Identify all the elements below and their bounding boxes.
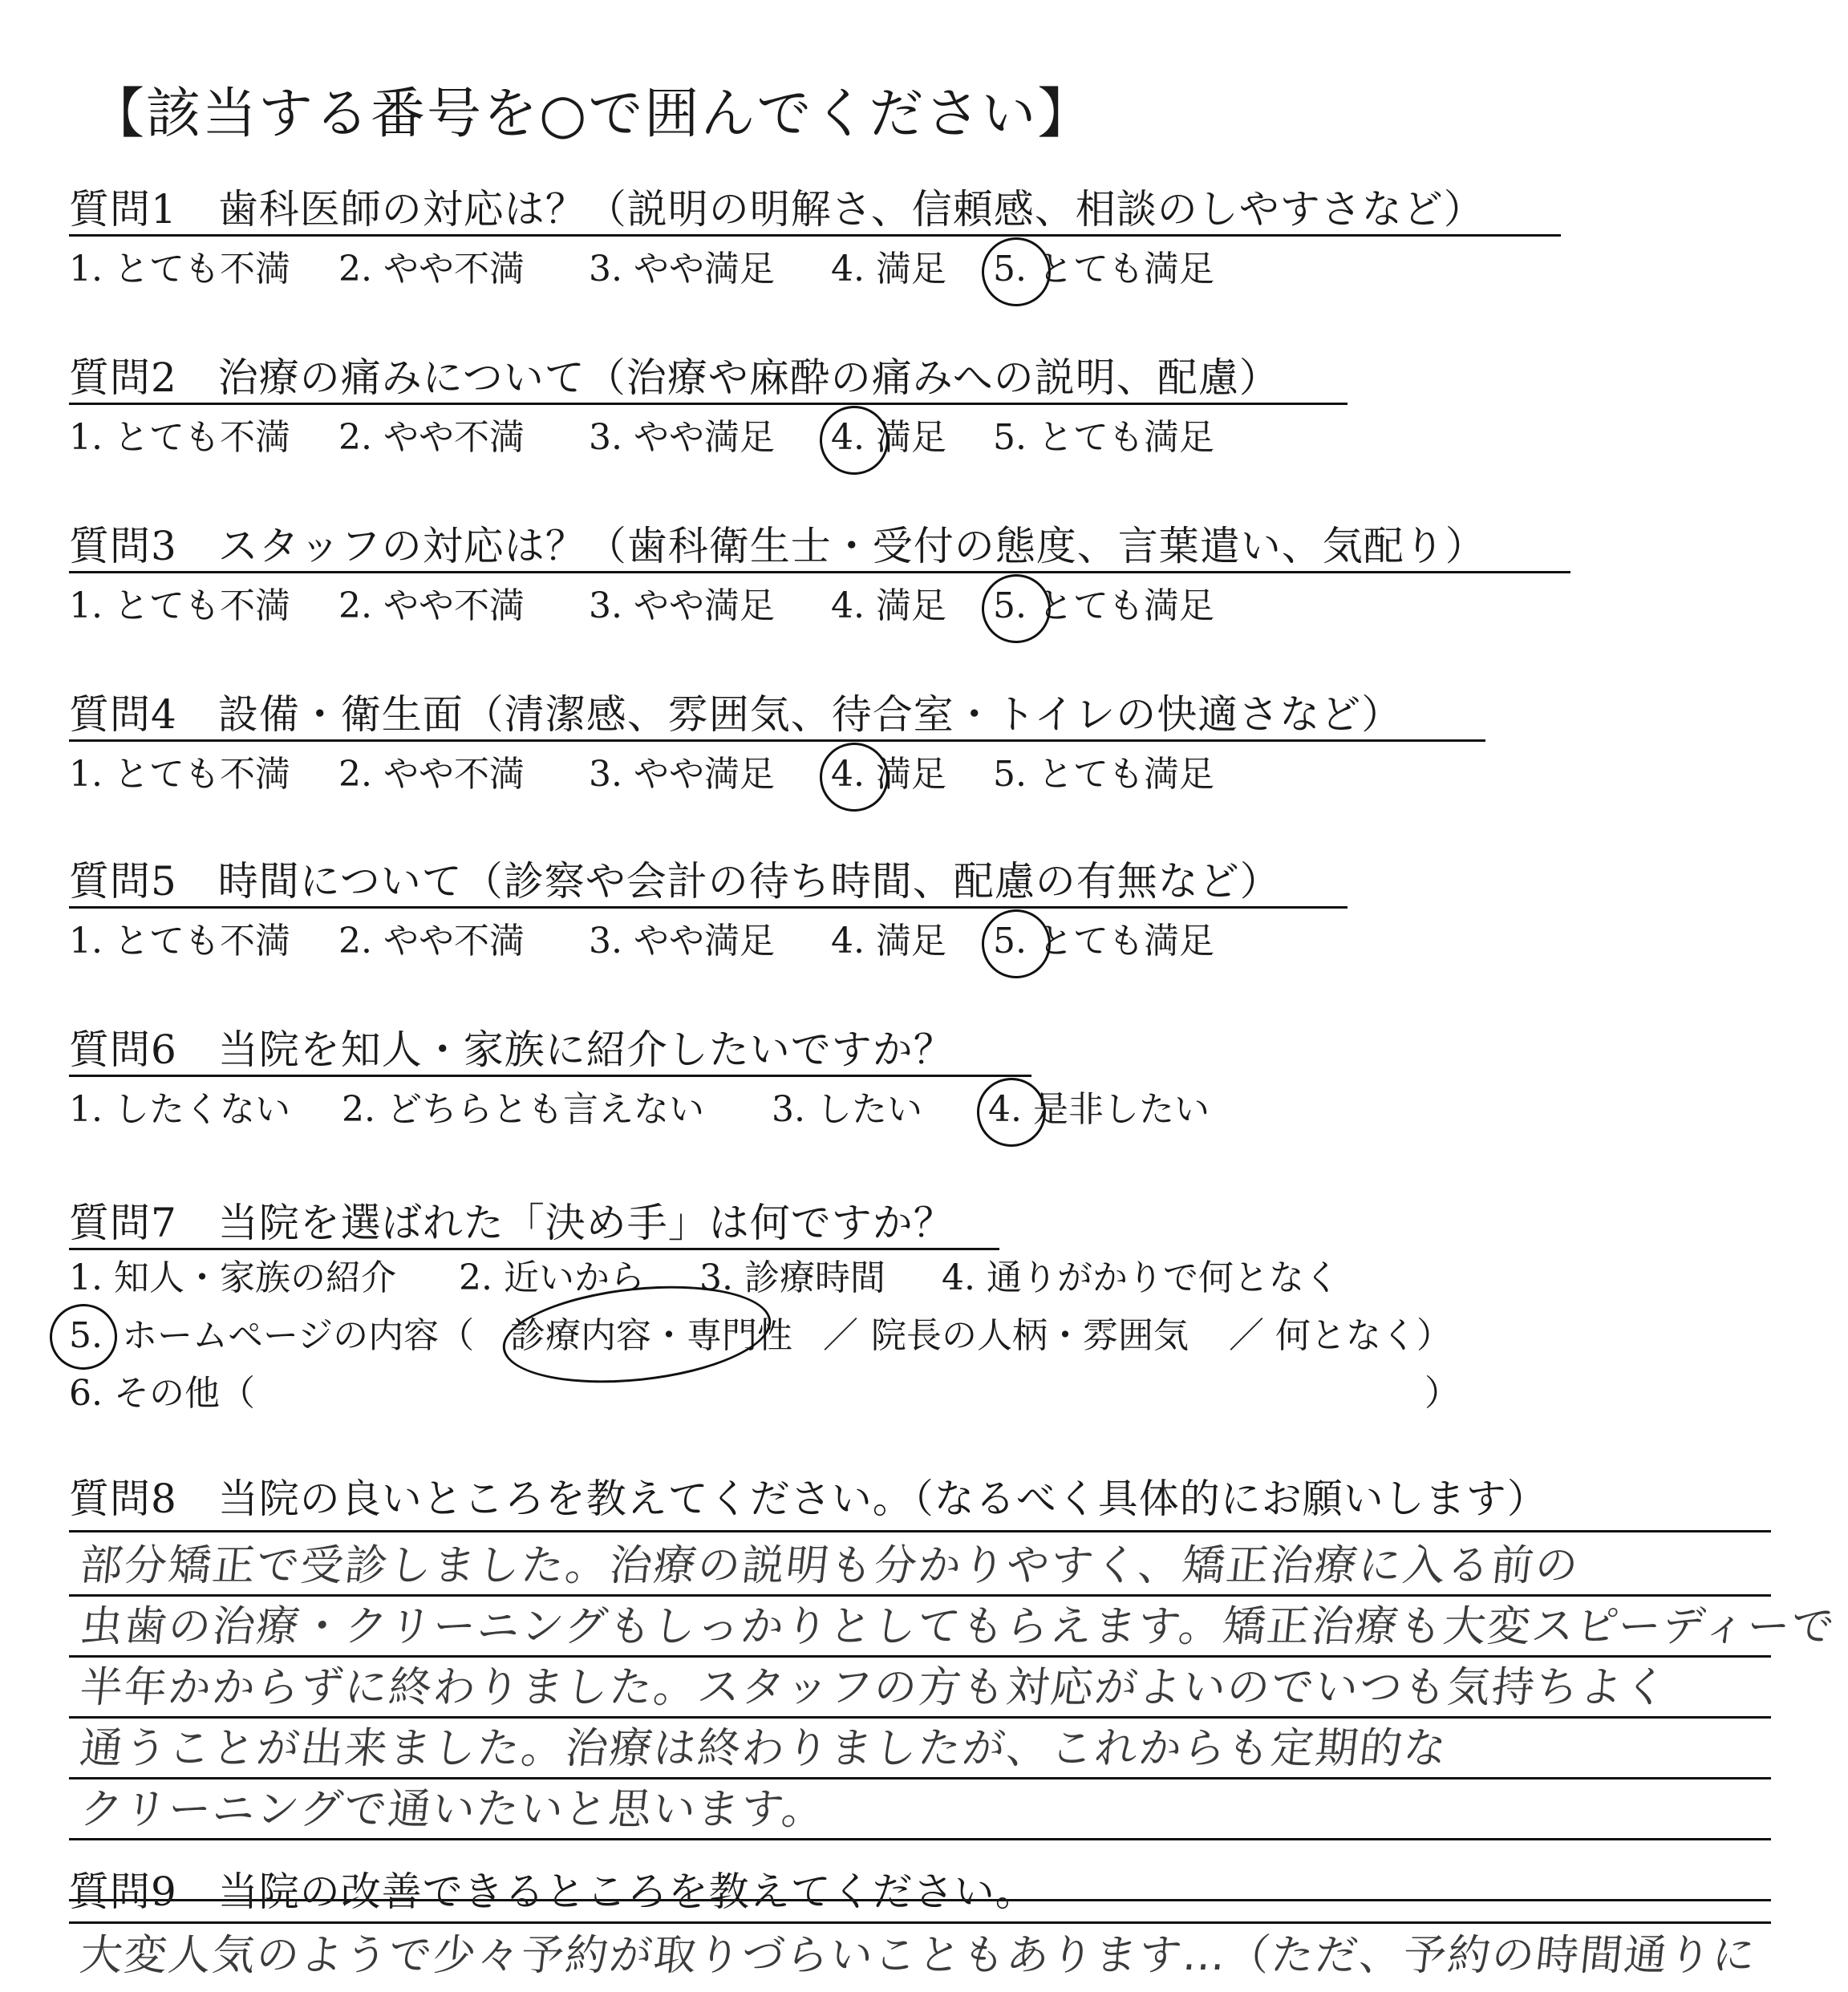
q7-selected-circle: [47, 1302, 120, 1372]
question-4-option-4[interactable]: 4. 満足: [831, 754, 946, 795]
q8-ruled-line: [69, 1594, 1771, 1597]
question-1-underline: [69, 234, 1561, 237]
question-5-option-2[interactable]: 2. やや不満: [338, 921, 525, 962]
question-7-title: 質問7 当院を選ばれた「決め手」は何ですか？: [69, 1200, 954, 1246]
question-6-option-4[interactable]: 4. 是非したい: [988, 1089, 1210, 1130]
question-3-underline: [69, 571, 1570, 573]
question-3-option-2[interactable]: 2. やや不満: [338, 585, 525, 626]
question-5-title: 質問5 時間について（診察や会計の待ち時間、配慮の有無など）: [69, 858, 1281, 905]
question-1-selected-circle: [979, 235, 1053, 309]
question-5-selected-circle: [979, 907, 1053, 981]
question-1-option-5[interactable]: 5. とても満足: [993, 249, 1214, 289]
q7-option-5-choice-c[interactable]: 何となく）: [1275, 1315, 1452, 1356]
question-2-title: 質問2 治療の痛みについて（治療や麻酔の痛みへの説明、配慮）: [69, 354, 1280, 401]
question-5-underline: [69, 906, 1348, 909]
question-6-option-1[interactable]: 1. したくない: [69, 1089, 290, 1130]
q8-answer-line: 部分矯正で受診しました。治療の説明も分かりやすく、矯正治療に入る前の: [77, 1541, 1583, 1590]
q7-option-5-choice-b[interactable]: 院長の人柄・雰囲気: [871, 1315, 1189, 1356]
question-5-option-4[interactable]: 4. 満足: [831, 921, 946, 962]
q8-ruled-line: [69, 1838, 1771, 1840]
question-6-title: 質問6 当院を知人・家族に紹介したいですか？: [69, 1026, 954, 1073]
q7-option-6-label[interactable]: 6. その他（: [69, 1373, 255, 1414]
question-9-title: 質問9 当院の改善できるところを教えてください。: [69, 1869, 1036, 1915]
q8-ruled-line: [69, 1716, 1771, 1719]
question-1-title: 質問1 歯科医師の対応は？（説明の明解さ、信頼感、相談のしやすさなど）: [69, 186, 1485, 233]
question-3-option-3[interactable]: 3. やや満足: [589, 585, 775, 626]
q7-option-3[interactable]: 3. 診療時間: [699, 1257, 886, 1298]
q9-ruled-line: [69, 1921, 1771, 1924]
q7-option-5-label[interactable]: ホームページの内容（: [122, 1315, 475, 1356]
q7-option-5-separator-2: ／: [1229, 1315, 1264, 1356]
question-2-option-2[interactable]: 2. やや不満: [338, 417, 525, 458]
question-1-option-3[interactable]: 3. やや満足: [589, 249, 775, 289]
question-5-option-5[interactable]: 5. とても満足: [993, 921, 1214, 962]
question-3-selected-circle: [979, 572, 1053, 646]
question-6-underline: [69, 1075, 1031, 1077]
question-4-underline: [69, 739, 1485, 742]
question-7-underline: [69, 1248, 999, 1250]
question-3-option-4[interactable]: 4. 満足: [831, 585, 946, 626]
question-4-selected-circle: [817, 740, 891, 814]
question-4-option-1[interactable]: 1. とても不満: [69, 754, 290, 795]
q8-answer-line: 虫歯の治療・クリーニングもしっかりとしてもらえます。矯正治療も大変スピーディーで: [77, 1602, 1838, 1651]
q8-ruled-line: [69, 1655, 1771, 1658]
question-2-option-1[interactable]: 1. とても不満: [69, 417, 290, 458]
q7-option-1[interactable]: 1. 知人・家族の紹介: [69, 1257, 396, 1298]
question-6-selected-circle: [975, 1075, 1048, 1149]
question-4-option-2[interactable]: 2. やや不満: [338, 754, 525, 795]
q7-option-5-number[interactable]: 5.: [69, 1315, 103, 1356]
question-2-option-3[interactable]: 3. やや満足: [589, 417, 775, 458]
question-1-option-4[interactable]: 4. 満足: [831, 249, 946, 289]
question-2-option-4[interactable]: 4. 満足: [831, 417, 946, 458]
q8-answer-line: 通うことが出来ました。治療は終わりましたが、これからも定期的な: [77, 1724, 1451, 1773]
question-3-option-1[interactable]: 1. とても不満: [69, 585, 290, 626]
question-6-option-2[interactable]: 2. どちらとも言えない: [342, 1089, 704, 1130]
question-2-selected-circle: [817, 403, 891, 477]
q7-option-5-separator-1: ／: [823, 1315, 858, 1356]
q8-answer-line: 半年かからずに終わりました。スタッフの方も対応がよいのでいつも気持ちよく: [77, 1663, 1672, 1712]
page-heading: 【該当する番号を○で囲んでください】: [90, 83, 1094, 146]
question-4-title: 質問4 設備・衛生面（清潔感、雰囲気、待合室・トイレの快適さなど）: [69, 691, 1403, 738]
question-5-option-3[interactable]: 3. やや満足: [589, 921, 775, 962]
question-2-option-5[interactable]: 5. とても満足: [993, 417, 1214, 458]
q8-answer-line: クリーニングで通いたいと思います。: [77, 1785, 829, 1834]
question-6-option-3[interactable]: 3. したい: [772, 1089, 922, 1130]
q7-option-4[interactable]: 4. 通りがかりで何となく: [942, 1257, 1339, 1298]
question-8-underline: [69, 1530, 1771, 1532]
question-5-option-1[interactable]: 1. とても不満: [69, 921, 290, 962]
question-8-title: 質問8 当院の良いところを教えてください。（なるべく具体的にお願いします）: [69, 1476, 1548, 1522]
question-1-option-2[interactable]: 2. やや不満: [338, 249, 525, 289]
question-3-title: 質問3 スタッフの対応は？（歯科衛生士・受付の態度、言葉遣い、気配り）: [69, 523, 1486, 569]
question-4-option-3[interactable]: 3. やや満足: [589, 754, 775, 795]
q8-ruled-line: [69, 1777, 1771, 1779]
q7-option-5-choice-a[interactable]: 診療内容・専門性: [510, 1315, 792, 1356]
q7-option-6-close: ）: [1424, 1373, 1460, 1414]
question-1-option-1[interactable]: 1. とても不満: [69, 249, 290, 289]
question-4-option-5[interactable]: 5. とても満足: [993, 754, 1214, 795]
q9-answer-line: 大変人気のようで少々予約が取りづらいこともあります…（ただ、予約の時間通りに: [77, 1931, 1760, 1980]
question-3-option-5[interactable]: 5. とても満足: [993, 585, 1214, 626]
q7-option-2[interactable]: 2. 近いから: [459, 1257, 645, 1298]
question-2-underline: [69, 403, 1348, 405]
